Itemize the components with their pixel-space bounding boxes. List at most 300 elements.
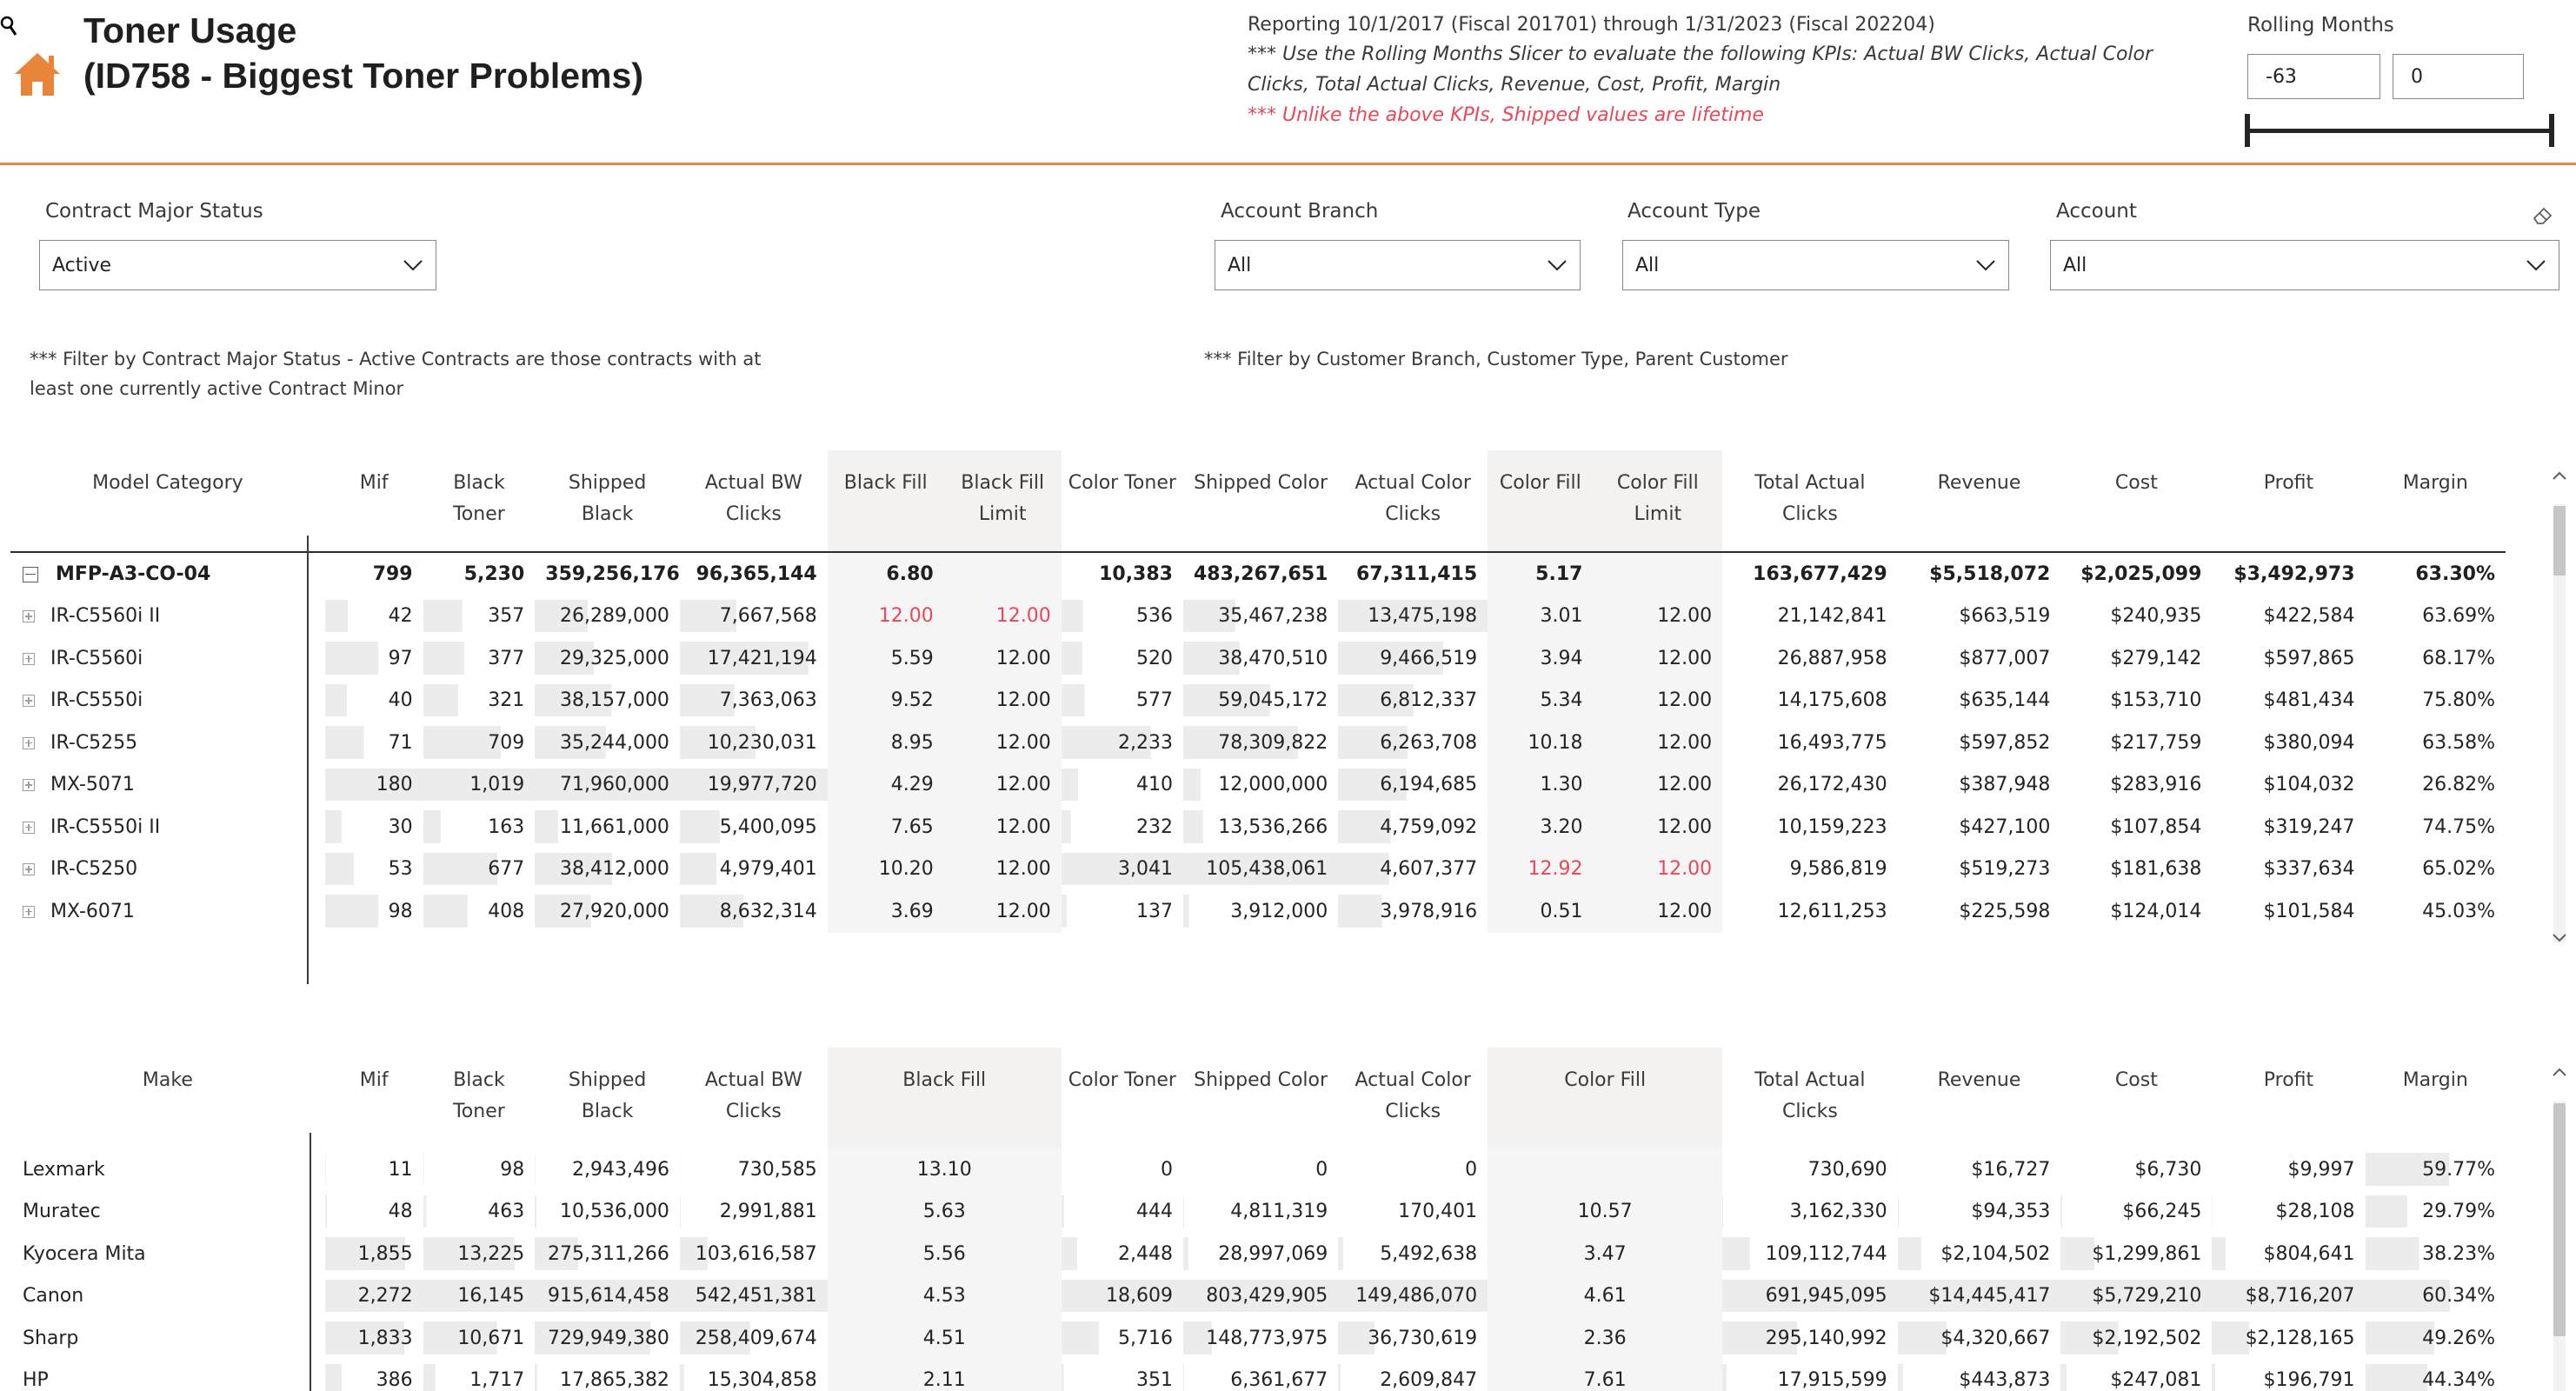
cell-cost: $240,935: [2110, 605, 2202, 628]
model-name: [10, 764, 325, 807]
cell-actual-color: 149,486,070: [1338, 1275, 1488, 1318]
chevron-down-icon: [1974, 253, 1998, 277]
account-dropdown[interactable]: [2050, 240, 2559, 290]
rolling-months-label: Rolling Months: [2247, 14, 2394, 37]
cell-black-fill-limit: 12.00: [944, 890, 1062, 933]
model-col-header[interactable]: Color Fill: [1488, 450, 1593, 552]
cell-shipped-black: 26,289,000: [535, 596, 680, 638]
cell-actual-color: 170,401: [1338, 1191, 1488, 1234]
expand-icon[interactable]: [23, 906, 35, 918]
cell-actual-bw: 542,451,381: [680, 1275, 828, 1318]
cell-color-toner: 5,716: [1062, 1317, 1183, 1360]
cell-margin: 63.69%: [2422, 605, 2495, 628]
table-row[interactable]: [10, 1275, 2506, 1318]
shipped-note: *** Unlike the above KPIs, Shipped values are lifetime: [1248, 104, 1764, 126]
cell-actual-bw: 7,363,063: [680, 680, 828, 722]
cell-margin: 45.03%: [2422, 900, 2495, 922]
cell-color-fill-limit: [1593, 552, 1722, 596]
cell-margin: 65.02%: [2422, 858, 2495, 881]
cell-shipped-black: 38,412,000: [535, 849, 680, 891]
make-name: Muratec: [23, 1201, 101, 1223]
cell-shipped-color: 105,438,061: [1183, 849, 1338, 891]
cell-color-fill: 10.18: [1488, 722, 1593, 764]
cell-profit: $3,492,973: [2212, 552, 2365, 596]
cell-margin: 68.17%: [2422, 647, 2495, 669]
cell-color-toner: 0: [1062, 1148, 1183, 1191]
table-row[interactable]: [10, 637, 2506, 680]
cell-black-toner: 463: [423, 1191, 536, 1234]
make-name: Kyocera Mita: [23, 1242, 146, 1265]
cell-color-toner: 2,448: [1062, 1233, 1183, 1275]
cell-color-toner: 444: [1062, 1191, 1183, 1234]
model-label: IR-C5550i: [50, 689, 143, 712]
chevron-down-icon: [2524, 253, 2548, 277]
cell-color-fill-limit: 12.00: [1593, 722, 1722, 764]
make-col-header[interactable]: Cost: [2114, 1069, 2158, 1091]
cell-mif: 11: [325, 1148, 423, 1191]
cell-total-clicks: 163,677,429: [1722, 552, 1897, 596]
cell-black-fill-limit: 12.00: [944, 722, 1062, 764]
cell-actual-bw: 103,616,587: [680, 1233, 828, 1275]
model-col-header[interactable]: Total Actual Clicks: [1754, 472, 1866, 525]
cell-black-fill: 5.59: [828, 637, 944, 680]
cell-margin: 29.79%: [2366, 1191, 2506, 1234]
make-col-header[interactable]: Revenue: [1937, 1069, 2021, 1091]
make-table-scroll-thumb[interactable]: [2553, 1103, 2566, 1336]
cell-black-toner: 163: [423, 806, 536, 849]
cell-actual-bw: 4,979,401: [680, 849, 828, 891]
cell-color-fill: 3.20: [1488, 806, 1593, 849]
cell-shipped-color: 59,045,172: [1183, 680, 1338, 722]
cell-mif: 40: [325, 680, 423, 722]
cell-actual-color: 5,492,638: [1338, 1233, 1488, 1275]
cell-actual-color: 67,311,415: [1338, 552, 1488, 596]
table-row[interactable]: [10, 1317, 2506, 1360]
cell-cost: $1,299,861: [2060, 1233, 2212, 1275]
table-row[interactable]: [10, 890, 2506, 933]
cell-color-fill: 3.01: [1488, 596, 1593, 638]
cell-cost: $2,025,099: [2060, 552, 2212, 596]
scroll-up-icon[interactable]: [2549, 1062, 2570, 1083]
table-row[interactable]: [10, 680, 2506, 722]
cell-margin: 74.75%: [2422, 815, 2495, 838]
table-row[interactable]: [10, 722, 2506, 764]
cell-color-fill-limit: 12.00: [1593, 890, 1722, 933]
model-col-header[interactable]: Actual Color Clicks: [1355, 472, 1471, 525]
table-row[interactable]: [10, 806, 2506, 849]
cell-margin: 75.80%: [2422, 689, 2495, 712]
model-label: MX-5071: [50, 774, 135, 796]
model-name: [10, 806, 325, 849]
cell-actual-color: 6,812,337: [1338, 680, 1488, 722]
model-name: [10, 890, 325, 933]
cell-black-toner: 10,671: [423, 1317, 536, 1360]
rolling-months-slider-handle-right[interactable]: [2549, 114, 2554, 147]
cell-total-clicks: 109,112,744: [1722, 1233, 1897, 1275]
model-label: IR-C5255: [50, 731, 138, 754]
cell-color-toner: 520: [1062, 637, 1183, 680]
cell-total-clicks: 730,690: [1722, 1148, 1897, 1191]
cell-shipped-color: 78,309,822: [1183, 722, 1338, 764]
make-col-header[interactable]: Mif: [359, 1069, 389, 1091]
model-col-header[interactable]: Cost: [2114, 472, 2158, 494]
cell-mif: 42: [325, 596, 423, 638]
reporting-period-text: Reporting 10/1/2017 (Fiscal 201701) through 1/31/2023 (Fiscal 202204): [1248, 14, 1935, 36]
make-col-header[interactable]: Make: [142, 1069, 193, 1091]
cell-black-fill-limit: [944, 552, 1062, 596]
cell-color-toner: 2,233: [1062, 722, 1183, 764]
cell-mif: 48: [325, 1191, 423, 1234]
make-col-header[interactable]: Actual BW Clicks: [704, 1069, 802, 1122]
cell-revenue: $663,519: [1959, 605, 2051, 628]
model-table-row-header-divider: [307, 536, 309, 984]
cell-color-toner: 351: [1062, 1360, 1183, 1391]
cursor-icon: [0, 16, 17, 45]
cell-black-fill: 13.10: [828, 1148, 1062, 1191]
cell-shipped-black: 10,536,000: [535, 1191, 680, 1234]
model-col-header[interactable]: Model Category: [92, 472, 243, 494]
cell-revenue: $225,598: [1959, 900, 2051, 922]
rolling-months-slider-track[interactable]: [2247, 129, 2552, 133]
cell-actual-color: 4,759,092: [1338, 806, 1488, 849]
cell-revenue: $635,144: [1959, 689, 2051, 712]
cell-shipped-color: 803,429,905: [1183, 1275, 1338, 1318]
table-row[interactable]: [10, 1360, 2506, 1391]
cell-color-fill: 7.61: [1488, 1360, 1722, 1391]
cell-black-toner: 377: [423, 637, 536, 680]
cell-mif: 1,855: [325, 1233, 423, 1275]
cell-actual-color: 3,978,916: [1338, 890, 1488, 933]
make-col-header[interactable]: Black Fill: [828, 1048, 1062, 1148]
cell-total-clicks: 16,493,775: [1777, 731, 1887, 754]
account-type-label: Account Type: [1627, 200, 1761, 223]
make-col-header[interactable]: Profit: [2263, 1069, 2314, 1091]
cell-margin: 44.34%: [2366, 1360, 2506, 1391]
cell-black-fill: 9.52: [828, 680, 944, 722]
cell-actual-bw: 10,230,031: [680, 722, 828, 764]
model-name: [10, 680, 325, 722]
cell-cost: $181,638: [2110, 858, 2202, 881]
model-col-header[interactable]: Shipped Color: [1194, 472, 1328, 494]
home-icon[interactable]: [12, 50, 63, 101]
model-col-header[interactable]: Black Fill: [828, 450, 944, 552]
cell-shipped-color: 6,361,677: [1183, 1360, 1338, 1391]
cell-mif: 97: [325, 637, 423, 680]
model-col-header[interactable]: Shipped Black: [568, 472, 647, 525]
make-col-header[interactable]: Shipped Black: [568, 1069, 647, 1122]
cell-black-toner: 677: [423, 849, 536, 891]
contract-filter-note: *** Filter by Contract Major Status - Active Contracts are those contracts with at least one currently active Contract Minor: [30, 349, 762, 399]
cell-shipped-black: 729,949,380: [535, 1317, 680, 1360]
kpi-note-line1: *** Use the Rolling Months Slicer to evaluate the following KPIs: Actual BW Clicks, Actual Color: [1248, 43, 2153, 65]
cell-color-fill-limit: 12.00: [1593, 637, 1722, 680]
rolling-months-to-input[interactable]: 0: [2393, 54, 2524, 99]
cell-color-fill: 5.34: [1488, 680, 1593, 722]
cell-mif: 98: [325, 890, 423, 933]
collapse-icon[interactable]: [23, 567, 38, 582]
cell-mif: 180: [325, 764, 423, 807]
cell-actual-bw: 96,365,144: [680, 552, 828, 596]
make-col-header[interactable]: Shipped Color: [1194, 1069, 1328, 1091]
expand-icon[interactable]: [23, 863, 35, 875]
rolling-months-from-input[interactable]: -63: [2247, 54, 2380, 99]
model-col-header[interactable]: Margin: [2402, 472, 2468, 494]
expand-icon[interactable]: [23, 822, 35, 834]
eraser-icon[interactable]: [2532, 203, 2554, 230]
cell-total-clicks: 295,140,992: [1722, 1317, 1897, 1360]
cell-actual-color: 13,475,198: [1338, 596, 1488, 638]
cell-cost: $124,014: [2110, 900, 2202, 922]
contract-status-dropdown[interactable]: [39, 240, 436, 290]
cell-color-fill: 12.92: [1488, 849, 1593, 891]
cell-cost: $279,142: [2110, 647, 2202, 669]
cell-black-toner: 98: [423, 1148, 536, 1191]
cell-black-fill-limit: 12.00: [944, 806, 1062, 849]
table-row[interactable]: [10, 596, 2506, 638]
cell-color-toner: 536: [1062, 596, 1183, 638]
cell-cost: $6,730: [2060, 1148, 2212, 1191]
cell-total-clicks: 21,142,841: [1777, 605, 1887, 628]
cell-shipped-black: 915,614,458: [535, 1275, 680, 1318]
make-col-header[interactable]: Color Fill: [1488, 1048, 1722, 1148]
model-label: IR-C5560i: [50, 647, 143, 669]
account-type-value: All: [1635, 255, 1660, 276]
cell-actual-color: 6,194,685: [1338, 764, 1488, 807]
cell-color-fill-limit: 12.00: [1593, 596, 1722, 638]
page-title-line1: Toner Usage: [83, 10, 297, 50]
cell-total-clicks: 3,162,330: [1722, 1191, 1897, 1234]
cell-mif: 71: [325, 722, 423, 764]
customer-filter-note: *** Filter by Customer Branch, Customer Type, Parent Customer: [1204, 349, 1788, 369]
account-value: All: [2063, 255, 2087, 276]
make-col-header[interactable]: Total Actual Clicks: [1754, 1069, 1866, 1122]
cell-profit: $481,434: [2263, 689, 2355, 712]
account-branch-dropdown[interactable]: [1215, 240, 1581, 290]
cell-mif: 386: [325, 1360, 423, 1391]
model-label: IR-C5550i II: [50, 815, 161, 838]
cell-color-fill: 3.94: [1488, 637, 1593, 680]
model-total-row[interactable]: [10, 552, 2506, 596]
cell-black-toner: 1,019: [423, 764, 536, 807]
cell-color-toner: 410: [1062, 764, 1183, 807]
cell-profit: $104,032: [2263, 774, 2355, 796]
cell-cost: $153,710: [2110, 689, 2202, 712]
cell-black-toner: 5,230: [423, 552, 536, 596]
cell-black-toner: 16,145: [423, 1275, 536, 1318]
cell-color-fill-limit: 12.00: [1593, 680, 1722, 722]
model-label: MX-6071: [50, 900, 135, 922]
cell-shipped-color: 38,470,510: [1183, 637, 1338, 680]
expand-icon[interactable]: [23, 653, 35, 665]
model-col-header[interactable]: Color Toner: [1068, 472, 1176, 494]
cell-color-fill: 1.30: [1488, 764, 1593, 807]
cell-black-fill-limit: 12.00: [944, 637, 1062, 680]
model-name: [10, 637, 325, 680]
cell-black-toner: 321: [423, 680, 536, 722]
cell-mif: 1,833: [325, 1317, 423, 1360]
model-col-header[interactable]: Black Toner: [453, 472, 505, 525]
cell-shipped-color: 4,811,319: [1183, 1191, 1338, 1234]
model-name: [10, 849, 325, 891]
cell-color-toner: 232: [1062, 806, 1183, 849]
cell-profit: $101,584: [2263, 900, 2355, 922]
cell-actual-color: 6,263,708: [1338, 722, 1488, 764]
make-name: Lexmark: [23, 1158, 105, 1181]
cell-margin: 60.34%: [2366, 1275, 2506, 1318]
cell-color-fill: [1488, 1148, 1722, 1191]
table-row[interactable]: [10, 764, 2506, 807]
cell-revenue: $4,320,667: [1898, 1317, 2061, 1360]
make-col-header[interactable]: Actual Color Clicks: [1355, 1069, 1471, 1122]
cell-black-fill: 12.00: [828, 596, 944, 638]
cell-actual-color: 2,609,847: [1338, 1360, 1488, 1391]
account-type-dropdown[interactable]: [1622, 240, 2009, 290]
cell-revenue: $387,948: [1959, 774, 2051, 796]
cell-black-fill: 8.95: [828, 722, 944, 764]
scroll-up-icon[interactable]: [2549, 466, 2570, 487]
make-name: Canon: [23, 1285, 84, 1308]
cell-margin: 26.82%: [2422, 774, 2495, 796]
model-col-header[interactable]: Profit: [2263, 472, 2314, 494]
cell-total-clicks: 12,611,253: [1777, 900, 1887, 922]
model-table-scroll-thumb[interactable]: [2553, 506, 2566, 576]
cell-profit: $9,997: [2212, 1148, 2365, 1191]
cell-profit: $597,865: [2263, 647, 2355, 669]
cell-revenue: $877,007: [1959, 647, 2051, 669]
cell-revenue: $427,100: [1959, 815, 2051, 838]
cell-mif: 30: [325, 806, 423, 849]
cell-revenue: $2,104,502: [1898, 1233, 2061, 1275]
cell-color-toner: 137: [1062, 890, 1183, 933]
cell-black-fill: 10.20: [828, 849, 944, 891]
cell-black-toner: 1,717: [423, 1360, 536, 1391]
make-col-header[interactable]: Margin: [2402, 1069, 2468, 1091]
cell-black-fill: 6.80: [828, 552, 944, 596]
cell-total-clicks: 9,586,819: [1789, 858, 1887, 881]
cell-black-fill: 2.11: [828, 1360, 1062, 1391]
cell-shipped-color: 148,773,975: [1183, 1317, 1338, 1360]
cell-actual-bw: 730,585: [680, 1148, 828, 1191]
cell-actual-color: 9,466,519: [1338, 637, 1488, 680]
cell-color-fill: 3.47: [1488, 1233, 1722, 1275]
model-col-header[interactable]: Black Fill Limit: [944, 450, 1062, 552]
cell-actual-bw: 15,304,858: [680, 1360, 828, 1391]
cell-black-fill: 5.56: [828, 1233, 1062, 1275]
expand-icon[interactable]: [23, 737, 35, 749]
account-label: Account: [2056, 200, 2137, 223]
cell-profit: $28,108: [2212, 1191, 2365, 1234]
cell-cost: $217,759: [2110, 731, 2202, 754]
cell-shipped-black: 2,943,496: [535, 1148, 680, 1191]
model-col-header[interactable]: Color Fill Limit: [1593, 450, 1722, 552]
cell-shipped-black: 38,157,000: [535, 680, 680, 722]
cell-color-fill: 0.51: [1488, 890, 1593, 933]
cell-total-clicks: 10,159,223: [1777, 815, 1887, 838]
header-divider: [0, 163, 2576, 165]
contract-status-label: Contract Major Status: [45, 200, 263, 223]
make-col-header[interactable]: Color Toner: [1068, 1069, 1176, 1091]
make-col-header[interactable]: Black Toner: [453, 1069, 505, 1122]
cell-profit: $337,634: [2263, 858, 2355, 881]
cell-color-toner: 3,041: [1062, 849, 1183, 891]
cell-revenue: $16,727: [1898, 1148, 2061, 1191]
cell-black-toner: 408: [423, 890, 536, 933]
cell-total-clicks: 691,945,095: [1722, 1275, 1897, 1318]
table-row[interactable]: [10, 1191, 2506, 1234]
cell-shipped-black: 35,244,000: [535, 722, 680, 764]
cell-black-toner: 13,225: [423, 1233, 536, 1275]
table-row[interactable]: [10, 849, 2506, 891]
expand-icon[interactable]: [23, 610, 35, 622]
cell-profit: $8,716,207: [2212, 1275, 2365, 1318]
cell-shipped-color: 13,536,266: [1183, 806, 1338, 849]
cell-mif: 2,272: [325, 1275, 423, 1318]
cell-total-clicks: 14,175,608: [1777, 689, 1887, 712]
cell-revenue: $5,518,072: [1898, 552, 2061, 596]
cell-profit: $380,094: [2263, 731, 2355, 754]
cell-margin: 63.30%: [2366, 552, 2506, 596]
make-name: Sharp: [23, 1327, 79, 1349]
expand-icon[interactable]: [23, 779, 35, 791]
model-col-header[interactable]: Revenue: [1937, 472, 2021, 494]
cell-shipped-color: 12,000,000: [1183, 764, 1338, 807]
cell-revenue: $443,873: [1898, 1360, 2061, 1391]
cell-actual-color: 36,730,619: [1338, 1317, 1488, 1360]
cell-shipped-black: 359,256,176: [535, 552, 680, 596]
page-title-line2: (ID758 - Biggest Toner Problems): [83, 56, 643, 96]
cell-black-fill-limit: 12.00: [944, 849, 1062, 891]
cell-shipped-black: 275,311,266: [535, 1233, 680, 1275]
model-col-header[interactable]: Mif: [359, 472, 389, 494]
cell-actual-bw: 19,977,720: [680, 764, 828, 807]
account-branch-label: Account Branch: [1221, 200, 1379, 223]
cell-shipped-color: 0: [1183, 1148, 1338, 1191]
model-label: IR-C5250: [50, 858, 138, 881]
rolling-months-slider-handle-left[interactable]: [2245, 114, 2250, 147]
model-label: IR-C5560i II: [50, 605, 161, 628]
cell-actual-bw: 7,667,568: [680, 596, 828, 638]
cell-color-fill-limit: 12.00: [1593, 849, 1722, 891]
cell-shipped-color: 35,467,238: [1183, 596, 1338, 638]
cell-actual-bw: 17,421,194: [680, 637, 828, 680]
cell-profit: $422,584: [2263, 605, 2355, 628]
model-col-header[interactable]: Actual BW Clicks: [704, 472, 802, 525]
cell-cost: $5,729,210: [2060, 1275, 2212, 1318]
table-row[interactable]: [10, 1233, 2506, 1275]
cell-color-fill-limit: 12.00: [1593, 764, 1722, 807]
table-row[interactable]: [10, 1148, 2506, 1191]
cell-actual-bw: 2,991,881: [680, 1191, 828, 1234]
cell-shipped-black: 29,325,000: [535, 637, 680, 680]
cell-shipped-black: 71,960,000: [535, 764, 680, 807]
make-table-row-header-divider: [310, 1133, 311, 1391]
cell-margin: 63.58%: [2422, 731, 2495, 754]
expand-icon[interactable]: [23, 695, 35, 707]
cell-actual-bw: 258,409,674: [680, 1317, 828, 1360]
cell-shipped-color: 3,912,000: [1183, 890, 1338, 933]
cell-color-toner: 577: [1062, 680, 1183, 722]
cell-actual-color: 0: [1338, 1148, 1488, 1191]
cell-black-toner: 709: [423, 722, 536, 764]
model-category-table: [10, 450, 2514, 939]
cell-total-clicks: 17,915,599: [1722, 1360, 1897, 1391]
scroll-down-icon[interactable]: [2549, 927, 2570, 948]
cell-mif: 53: [325, 849, 423, 891]
cell-shipped-black: 17,865,382: [535, 1360, 680, 1391]
cell-cost: $247,081: [2060, 1360, 2212, 1391]
cell-black-fill-limit: 12.00: [944, 596, 1062, 638]
cell-margin: 38.23%: [2366, 1233, 2506, 1275]
